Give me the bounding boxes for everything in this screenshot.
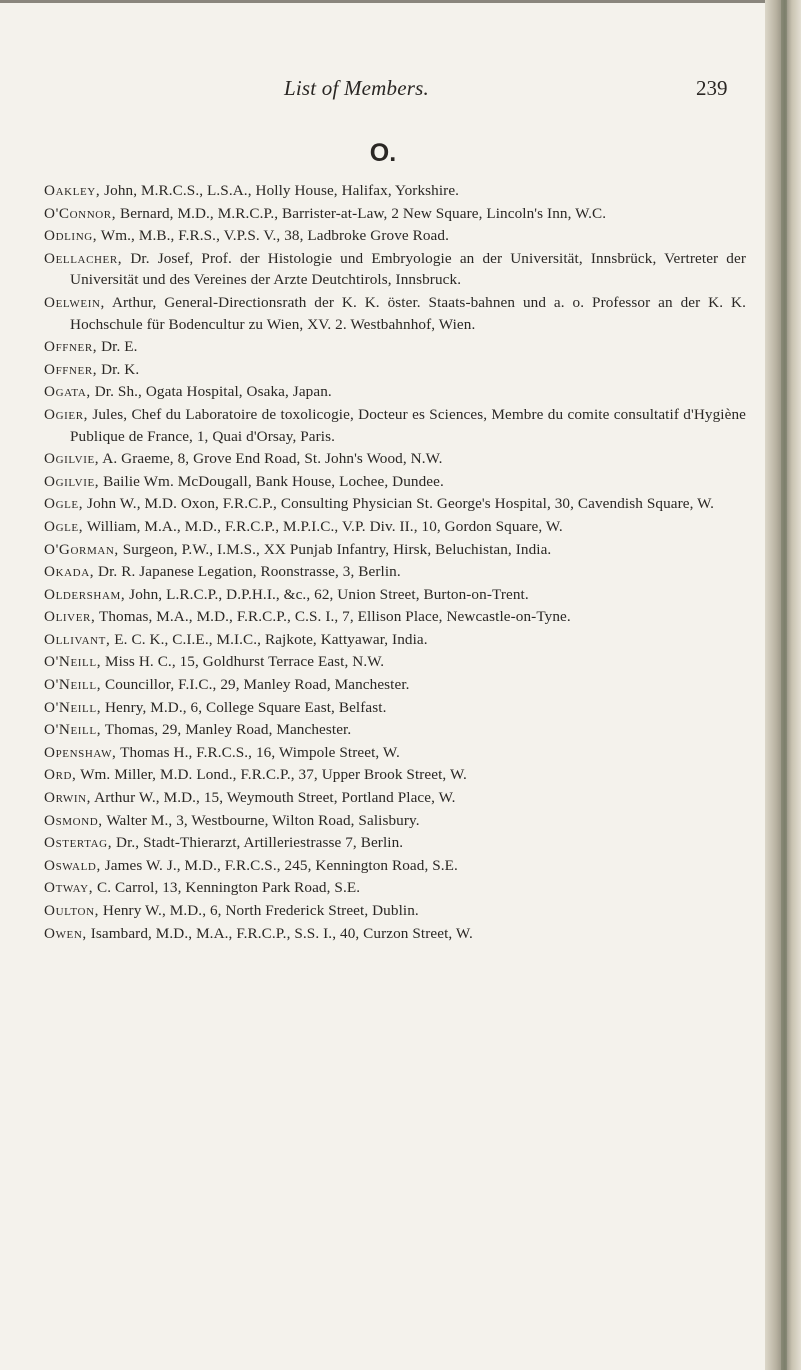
member-surname: Oulton, [44,902,100,919]
book-binding-shadow [781,0,787,1370]
member-details: Councillor, F.I.C., 29, Manley Road, Manchester. [101,676,410,694]
member-surname: Otway, [44,879,94,897]
running-title: List of Members. [284,76,429,100]
member-details: Dr. R. Japanese Legation, Roonstrasse, 3, Berlin. [94,563,401,581]
member-surname: Ollivant, [44,630,111,648]
page-top-rule [0,0,765,3]
member-entry [44,225,746,247]
member-details: Isambard, M.D., M.A., F.R.C.P., S.S. I., 40, Curzon Street, W. [86,924,473,942]
member-surname: Orwin, [44,789,92,807]
page-number: 239 [696,76,728,100]
member-entry [44,471,746,493]
member-surname: Odling, [44,227,98,245]
member-entry [44,606,746,628]
member-surname: Oellacher, [44,249,123,267]
member-surname: Ogilvie, [44,450,100,468]
member-entry [44,877,746,899]
member-entry [44,787,746,809]
member-surname: Oldersham, [44,585,126,603]
member-entry [44,832,746,854]
member-entry [44,764,746,786]
member-entry [44,584,746,606]
member-surname: Ogle, [44,517,84,535]
member-entry [44,448,746,470]
member-entry [44,203,746,225]
member-surname: Offner, [44,338,98,356]
member-entry [44,539,746,561]
member-details: Miss H. C., 15, Goldhurst Terrace East, N.W. [101,653,385,671]
member-entry [44,493,746,515]
member-surname: Openshaw, [44,743,117,761]
member-details: Thomas H., F.R.C.S., 16, Wimpole Street, W. [116,743,400,761]
member-entry [44,404,746,447]
member-surname: Ogle, [44,495,84,513]
member-details: Henry W., M.D., 6, North Frederick Street, Dublin. [99,902,419,919]
member-entry [44,248,746,291]
member-entry [44,697,746,719]
member-details: Arthur W., M.D., 15, Weymouth Street, Portland Place, W. [91,789,456,807]
member-surname: O'Neill, [44,721,102,739]
member-entry [44,292,746,335]
member-surname: Ord, [44,766,77,784]
member-surname: O'Neill, [44,698,102,716]
member-entry [44,810,746,832]
member-entry [44,561,746,583]
member-details: Dr. E. [97,338,138,356]
member-entry [44,629,746,651]
member-surname: O'Neill, [44,653,102,671]
member-details: C. Carrol, 13, Kennington Park Road, S.E. [93,879,361,897]
member-details: Dr. K. [97,360,140,378]
member-entry [44,855,746,877]
member-surname: Okada, [44,563,95,581]
member-entry [44,651,746,673]
member-details: Wm., M.B., F.R.S., V.P.S. V., 38, Ladbroke Grove Road. [97,227,449,245]
member-surname: Oakley, [44,182,101,199]
member-details: William, M.A., M.D., F.R.C.P., M.P.I.C., V.P. Div. II., 10, Gordon Square, W. [83,517,563,535]
member-details: Bailie Wm. McDougall, Bank House, Lochee, Dundee. [99,472,444,490]
member-details: A. Graeme, 8, Grove End Road, St. John's Wood, N.W. [99,450,443,468]
page-header [0,76,765,106]
member-list [44,180,746,945]
member-details: Dr., Stadt-Thierarzt, Artilleriestrasse 7, Berlin. [112,834,404,852]
member-details: John, M.R.C.S., L.S.A., Holly House, Halifax, Yorkshire. [100,182,460,199]
member-surname: O'Connor, [44,204,117,222]
member-surname: O'Neill, [44,676,102,694]
member-details: Arthur, General-Directionsrath der K. K. öster. Staats-bahnen und a. o. Professor an der K. K. Hochschule für Bodencultur zu Wien, XV. 2. Westbahnhof, Wien. [70,293,746,333]
member-details: Dr. Sh., Ogata Hospital, Osaka, Japan. [90,383,332,401]
member-entry [44,516,746,538]
member-surname: Ogata, [44,383,91,401]
member-details: John W., M.D. Oxon, F.R.C.P., Consulting Physician St. George's Hospital, 30, Cavendish Square, W. [83,495,715,513]
member-details: John, L.R.C.P., D.P.H.I., &c., 62, Union Street, Burton-on-Trent. [125,585,529,603]
member-entry [44,923,746,945]
member-surname: Oelwein, [44,293,105,311]
member-surname: Ogilvie, [44,472,100,490]
member-surname: Ogier, [44,405,89,423]
member-details: Wm. Miller, M.D. Lond., F.R.C.P., 37, Upper Brook Street, W. [76,766,467,784]
member-details: E. C. K., C.I.E., M.I.C., Rajkote, Kattyawar, India. [110,630,428,648]
member-surname: Owen, [44,924,87,942]
member-details: Dr. Josef, Prof. der Histologie und Embryologie an der Universität, Innsbrück, Vertreter der Universität und des Vereines der Arzte Deutchtirols, Innsbruck. [70,249,746,289]
member-entry [44,336,746,358]
member-surname: Oswald, [44,856,101,874]
member-details: Thomas, 29, Manley Road, Manchester. [101,721,352,739]
member-details: Jules, Chef du Laboratoire de toxolicogie, Docteur es Sciences, Membre du comite consultatif d'Hygiène Publique de France, 1, Quai d'Orsay, Paris. [70,405,746,445]
member-entry [44,381,746,403]
member-surname: Osmond, [44,811,103,829]
member-entry [44,359,746,381]
member-details: Surgeon, P.W., I.M.S., XX Punjab Infantry, Hirsk, Beluchistan, India. [118,540,552,558]
member-surname: Oliver, [44,608,96,626]
member-entry [44,674,746,696]
member-surname: Ostertag, [44,834,113,852]
member-surname: Offner, [44,360,98,378]
member-details: Henry, M.D., 6, College Square East, Belfast. [101,698,387,716]
member-surname: O'Gorman, [44,540,119,558]
member-entry [44,719,746,741]
member-details: Bernard, M.D., M.R.C.P., Barrister-at-Law, 2 New Square, Lincoln's Inn, W.C. [116,204,607,222]
member-details: Thomas, M.A., M.D., F.R.C.P., C.S. I., 7, Ellison Place, Newcastle-on-Tyne. [95,608,571,626]
member-entry [44,180,746,202]
member-details: James W. J., M.D., F.R.C.S., 245, Kennington Road, S.E. [100,856,458,874]
member-entry [44,900,746,922]
member-entry [44,742,746,764]
member-details: Walter M., 3, Westbourne, Wilton Road, Salisbury. [102,811,420,829]
section-letter: O. [369,139,397,167]
